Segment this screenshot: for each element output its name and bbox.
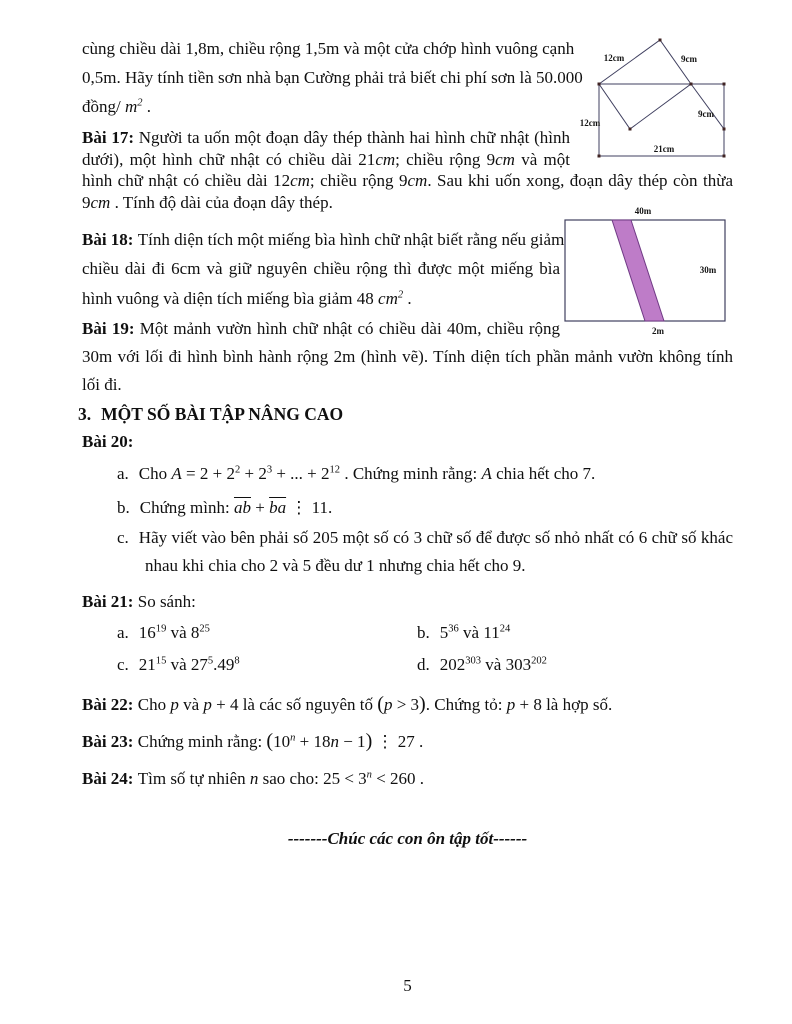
text-segment: Cho xyxy=(137,695,171,714)
text-segment: Bài 17: xyxy=(82,128,139,147)
text-segment: 5 xyxy=(439,623,449,642)
text-segment: c. xyxy=(117,528,129,547)
text-segment: lối đi. xyxy=(82,375,122,394)
text-segment: + ... + 2 xyxy=(272,464,330,483)
text-segment: n xyxy=(366,769,372,781)
text-segment: n xyxy=(330,732,339,751)
text-segment: p xyxy=(506,695,516,714)
text-segment: nhau khi chia cho 2 và 5 đều dư 1 nhưng chia hết cho 9. xyxy=(145,556,526,575)
text-segment: ) xyxy=(365,730,373,752)
text-segment: ( xyxy=(266,730,274,752)
intro-line-3 xyxy=(82,96,151,122)
wire-extra-piece-line xyxy=(691,84,724,129)
dimension-label-40m: 40m xyxy=(634,206,652,216)
text-segment: -------Chúc các con ôn tập tốt------ xyxy=(287,829,528,848)
text-segment: 24 xyxy=(499,623,511,635)
closing-message xyxy=(82,828,733,854)
text-segment: 0,5m. Hãy tính tiền sơn nhà bạn Cường phải trả biết chi phí sơn là 50.000 xyxy=(82,68,583,87)
exercise-17-line-4 xyxy=(82,192,333,218)
text-segment: Chứng minh rằng: xyxy=(137,732,267,751)
text-segment: 303 xyxy=(465,655,482,667)
text-segment: 19 xyxy=(155,623,167,635)
text-segment: Bài 24: xyxy=(82,769,138,788)
text-segment: chia hết cho 7. xyxy=(491,464,596,483)
intro-line-1 xyxy=(82,38,575,64)
text-segment: So sánh: xyxy=(137,592,196,611)
text-segment: 15 xyxy=(155,655,167,667)
exercise-21-item-b xyxy=(417,622,510,648)
text-segment: Cho xyxy=(138,464,172,483)
text-segment: cm xyxy=(90,193,111,212)
exercise-20-item-c xyxy=(117,527,733,553)
text-segment: c. xyxy=(117,655,129,674)
text-segment: Một mảnh vườn hình chữ nhật có chiều dài 40m, chiều rộng xyxy=(139,319,560,338)
text-segment: + 18 xyxy=(295,732,331,751)
text-segment: dưới), một hình chữ nhật có chiều dài 21 xyxy=(82,150,376,169)
exercise-19-line-2 xyxy=(82,346,733,372)
exercise-20-title xyxy=(82,431,133,457)
text-segment: chiều dài đi 6cm và giữ nguyên chiều rộng thì được một miếng bìa xyxy=(82,259,560,278)
text-segment: 202 xyxy=(531,655,547,667)
text-segment: a. xyxy=(117,464,129,483)
page-number: 5 xyxy=(403,976,412,995)
text-segment: $\overline{ab}$ xyxy=(233,498,251,517)
text-segment: m xyxy=(124,97,138,116)
dimension-label-9cm-top: 9cm xyxy=(681,54,697,64)
text-segment: . Sau khi uốn xong, đoạn dây thép còn thừa xyxy=(427,171,733,190)
exercise-21-title xyxy=(82,591,196,617)
text-segment: ; chiều rộng 9 xyxy=(309,171,408,190)
text-segment: hình chữ nhật có chiều dài 12 xyxy=(82,171,291,190)
exercise-18-line-3 xyxy=(82,288,412,314)
text-segment: 12 xyxy=(329,464,341,476)
text-segment: A xyxy=(171,464,182,483)
text-segment: 36 xyxy=(448,623,459,635)
text-segment: + 4 là các số nguyên tố xyxy=(211,695,378,714)
dimension-label-12cm-left: 12cm xyxy=(579,118,601,128)
text-segment: b. xyxy=(117,498,130,517)
text-segment: a. xyxy=(117,623,129,642)
text-segment: và 303 xyxy=(481,655,532,674)
text-segment: ; chiều rộng 9 xyxy=(395,150,496,169)
text-segment: Hãy viết vào bên phải số 205 một số có 3 chữ số để được số nhỏ nhất có 6 chữ số khác xyxy=(138,528,733,547)
dimension-label-9cm-extra: 9cm xyxy=(698,109,714,119)
text-segment: Chứng mình: xyxy=(139,498,234,517)
text-segment: . Chứng minh rằng: xyxy=(340,464,482,483)
exercise-20-item-b xyxy=(117,497,332,523)
dimension-label-30m: 30m xyxy=(699,265,717,275)
text-segment: = 2 + 2 xyxy=(181,464,235,483)
text-segment: và 8 xyxy=(166,623,200,642)
text-segment: hình vuông và diện tích miếng bìa giảm 48 xyxy=(82,289,379,308)
exercise-20-item-a xyxy=(117,463,595,489)
text-segment: Tìm số tự nhiên xyxy=(137,769,250,788)
text-segment: − 1 xyxy=(338,732,366,751)
text-segment: Bài 23: xyxy=(82,732,138,751)
text-segment: Bài 20: xyxy=(82,432,134,451)
dimension-label-2m: 2m xyxy=(652,326,664,336)
intro-line-2 xyxy=(82,67,583,93)
dimension-label-21cm: 21cm xyxy=(653,144,675,154)
text-segment: + 8 là hợp số. xyxy=(515,695,613,714)
text-segment: ⋮ 27 . xyxy=(372,732,424,751)
text-segment: 5 xyxy=(207,655,214,667)
text-segment: và một xyxy=(514,150,570,169)
text-segment: và xyxy=(178,695,204,714)
text-segment: p xyxy=(203,695,212,714)
text-segment: Bài 18: xyxy=(82,230,138,249)
exercise-21-item-d xyxy=(417,654,547,680)
text-segment: 2 xyxy=(234,464,241,476)
dimension-label-12cm-top: 12cm xyxy=(603,53,625,63)
section-3-heading xyxy=(78,403,343,429)
text-segment: cm xyxy=(378,289,398,308)
text-segment: 202 xyxy=(439,655,466,674)
exercise-18-line-2 xyxy=(82,258,560,284)
text-segment: $\overline{ba}$ xyxy=(269,498,287,517)
exercise-19-line-1 xyxy=(82,318,560,344)
exercise-24-line xyxy=(82,768,424,794)
text-segment: 3 xyxy=(266,464,273,476)
exercise-20-item-c-line-2 xyxy=(145,555,526,581)
text-segment: 3. xyxy=(78,404,92,424)
text-segment: đồng/ xyxy=(82,97,125,116)
text-segment: cm xyxy=(495,150,515,169)
text-segment: 25 xyxy=(199,623,210,635)
text-segment: ⋮ 11. xyxy=(286,498,333,517)
text-segment: và 27 xyxy=(166,655,208,674)
text-segment: 8 xyxy=(234,655,240,667)
text-segment: 2 xyxy=(137,97,143,109)
text-segment: cm xyxy=(290,171,310,190)
exercise-22-line xyxy=(82,694,612,720)
text-segment: . Tính độ dài của đoạn dây thép. xyxy=(110,193,333,212)
garden-diagram xyxy=(560,198,792,338)
text-segment: 30m với lối đi hình bình hành rộng 2m (hình vẽ). Tính diện tích phần mảnh vườn không tính xyxy=(82,347,733,366)
text-segment: Tính diện tích một miếng bìa hình chữ nhật biết rằng nếu giảm xyxy=(137,230,565,249)
text-segment: cm xyxy=(407,171,428,190)
text-segment: 16 xyxy=(138,623,156,642)
text-segment: + 2 xyxy=(240,464,267,483)
text-segment: cùng chiều dài 1,8m, chiều rộng 1,5m và một cửa chớp hình vuông cạnh xyxy=(82,39,575,58)
text-segment: ) xyxy=(419,693,426,715)
text-segment: + xyxy=(250,498,270,517)
text-segment: 21 xyxy=(138,655,156,674)
text-segment: 9 xyxy=(82,193,91,212)
text-segment: p xyxy=(383,695,393,714)
exercise-19-line-3 xyxy=(82,374,122,400)
text-segment: < 260 . xyxy=(371,769,425,788)
text-segment: n xyxy=(249,769,259,788)
text-segment: . Chứng tỏ: xyxy=(425,695,507,714)
text-segment: .49 xyxy=(213,655,235,674)
text-segment: Bài 19: xyxy=(82,319,140,338)
text-segment: Người ta uốn một đoạn dây thép thành hai hình chữ nhật (hình xyxy=(138,128,570,147)
text-segment: b. xyxy=(417,623,430,642)
text-segment: cm xyxy=(375,150,396,169)
text-segment: và 11 xyxy=(458,623,500,642)
exercise-21-item-a xyxy=(117,622,210,648)
text-segment: Bài 21: xyxy=(82,592,138,611)
text-segment: Bài 22: xyxy=(82,695,138,714)
text-segment: MỘT SỐ BÀI TẬP NÂNG CAO xyxy=(101,404,344,424)
text-segment: n xyxy=(290,732,296,744)
text-segment: d. xyxy=(417,655,430,674)
text-segment: ( xyxy=(377,693,384,715)
exercise-21-item-c xyxy=(117,654,240,680)
exercise-18-line-1 xyxy=(82,229,565,255)
text-segment: 2 xyxy=(397,289,404,301)
wire-diagram xyxy=(578,30,792,170)
text-segment: > 3 xyxy=(392,695,420,714)
text-segment: . xyxy=(403,289,412,308)
text-segment: sao cho: 25 < 3 xyxy=(258,769,367,788)
text-segment: A xyxy=(481,464,492,483)
exercise-23-line xyxy=(82,731,423,757)
text-segment: . xyxy=(142,97,152,116)
text-segment: p xyxy=(170,695,179,714)
text-segment: 10 xyxy=(273,732,291,751)
